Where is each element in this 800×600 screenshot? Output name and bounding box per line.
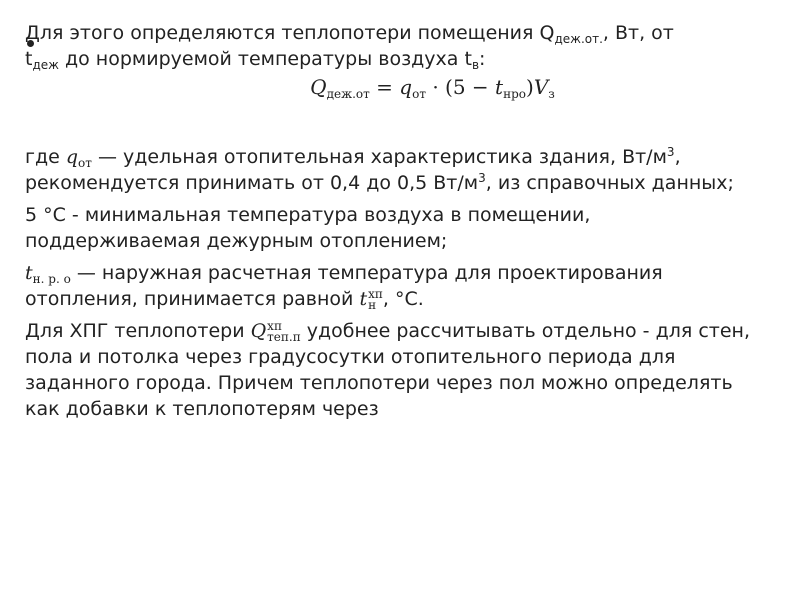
outdoor-t2: t [359,288,368,310]
intro-line1-tail: , Вт, от [602,22,674,44]
where-q: q [65,146,79,168]
formula-close: ) [526,75,534,99]
where-text2: , рекомендуется принимать от 0,4 до 0,5 Вт/м [25,146,681,194]
spacer [25,100,760,144]
formula [25,74,760,100]
outdoor-t: t [25,262,33,284]
outdoor-paragraph [25,260,760,312]
outdoor-t-sub: н. р. о [32,272,71,286]
intro-line1-text: Для этого определяются теплопотери помещения Q [25,22,555,44]
hpg-paragraph [25,318,760,422]
formula-v: V [533,75,549,99]
where-paragraph [25,144,760,196]
hpg-q-sup: хп [267,318,282,333]
intro-t-subscript: деж [32,58,59,72]
formula-q-ot-sub: от [412,87,426,101]
formula-t: t [495,75,504,99]
min-temp-paragraph: 5 °С - минимальная температура воздуха в помещении, поддерживаемая дежурным отоплением; [25,204,591,252]
where-sup2: 3 [478,171,486,185]
hpg-q-scripts [267,318,301,344]
intro-line2-tail: : [479,48,486,70]
outdoor-t2-sup: хп [368,286,383,301]
where-text: — удельная отопительная характеристика здания, Вт/м [91,146,667,168]
formula-v-sub: з [548,87,555,101]
intro-tv-subscript: в [471,58,480,72]
intro-q-subscript: деж.от. [554,32,603,46]
outdoor-t2-sub: н [368,297,377,312]
hpg-q-sub: теп.п [267,329,301,344]
hpg-text: Для ХПГ теплопотери [25,320,251,342]
outdoor-t2-scripts [368,286,383,312]
slide-body [25,20,760,522]
hpg-q: Q [250,320,267,342]
where-prefix: где [25,146,66,168]
intro-line2-text: до нормируемой температуры воздуха t [58,48,472,70]
outdoor-tail: , °С. [382,288,424,310]
formula-t-sub: нро [503,87,526,101]
hpg-text2: удобнее рассчитывать отдельно - для стен, пола и потолка через градусосутки отопительного периода для заданного города. Причем теплопотери через пол можно определять как добавки к теплопотерям через [25,320,750,420]
formula-q-ot: q [399,75,413,99]
where-text3: , из справочных данных; [485,172,734,194]
formula-q-left: Q [310,75,327,99]
where-q-sub: от [78,156,92,170]
intro-t-symbol: t [25,48,33,70]
where-sup1: 3 [666,145,675,159]
formula-dot: · (5 − [425,75,496,99]
intro-paragraph [25,20,760,72]
formula-equals: = [369,75,400,99]
formula-q-left-sub: деж.от [326,87,370,101]
outdoor-text: — наружная расчетная температура для проектирования отопления, принимается равной [25,262,663,310]
